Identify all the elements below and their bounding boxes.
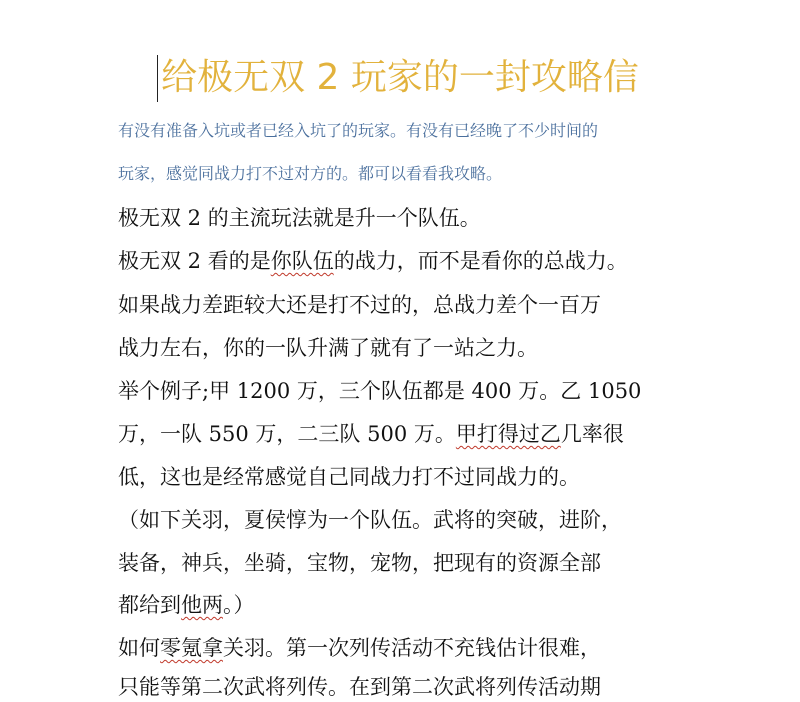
body-line-10-part-1: 都给到 <box>118 593 181 617</box>
body-line-7: 低，这也是经常感觉自己同战力打不过同战力的。 <box>118 465 580 489</box>
body-line-12: 只能等第二次武将列传。在到第二次武将列传活动期 <box>118 675 601 699</box>
intro-line-2: 玩家，感觉同战力打不过对方的。都可以看看我攻略。 <box>118 164 503 183</box>
body-line-6-part-3: 几率很 <box>560 422 624 446</box>
body-line-3: 如果战力差距较大还是打不过的，总战力差个一百万 <box>118 293 601 317</box>
body-line-11-part-3: 关羽。第一次列传活动不充钱估计很难， <box>223 636 601 660</box>
document-title: 给极无双 2 玩家的一封攻略信 <box>161 57 639 98</box>
body-line-2 <box>118 246 628 276</box>
intro-line-1: 有没有准备入坑或者已经入坑了的玩家。有没有已经晚了不少时间的 <box>118 121 599 140</box>
body-line-9: 装备，神兵，坐骑，宝物，宠物，把现有的资源全部 <box>118 551 601 575</box>
body-line-10-part-3: 。） <box>223 593 255 617</box>
spellcheck-word: 你队伍 <box>270 249 334 273</box>
body-line-8: （如下关羽，夏侯惇为一个队伍。武将的突破，进阶， <box>118 508 622 532</box>
body-line-5: 举个例子;甲 1200 万，三个队伍都是 400 万。乙 1050 <box>118 379 642 403</box>
body-line-6-part-1: 万，一队 550 万，二三队 500 万。 <box>118 422 456 446</box>
spellcheck-word: 他两 <box>181 593 223 617</box>
body-line-2-part-1: 极无双 2 看的是 <box>118 249 271 273</box>
spellcheck-word: 零氪拿 <box>160 636 223 660</box>
body-line-10 <box>118 590 255 620</box>
body-line-4: 战力左右，你的一队升满了就有了一站之力。 <box>118 336 538 360</box>
body-line-6 <box>118 419 624 449</box>
body-line-11-part-1: 如何 <box>118 636 160 660</box>
body-line-1: 极无双 2 的主流玩法就是升一个队伍。 <box>118 206 481 230</box>
body-line-2-part-3: 的战力，而不是看你的总战力。 <box>333 249 628 273</box>
spellcheck-word: 甲打得过乙 <box>455 422 561 446</box>
body-line-11 <box>118 633 601 663</box>
